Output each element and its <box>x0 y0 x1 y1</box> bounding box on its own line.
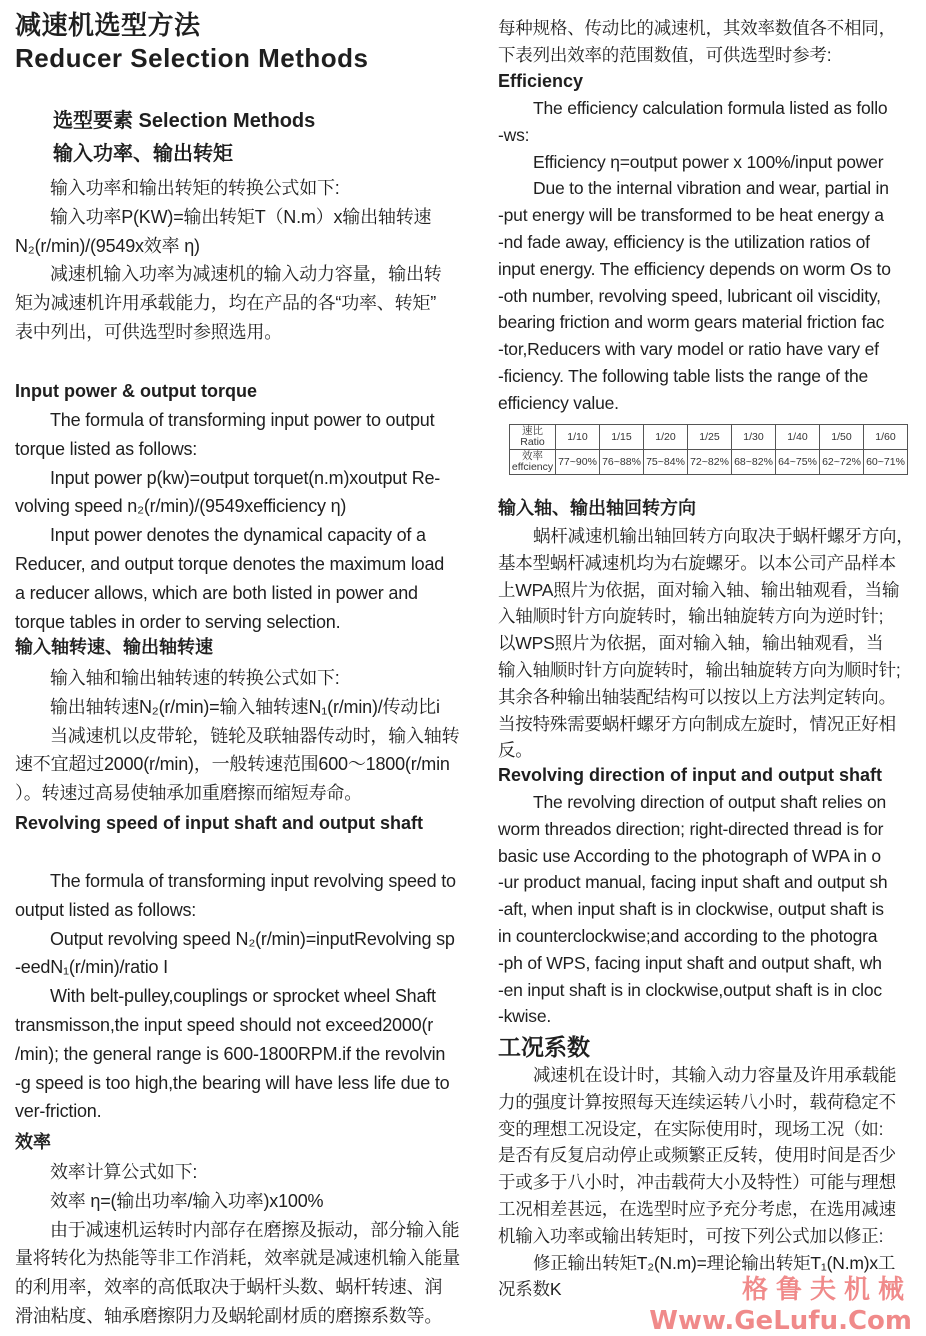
page-title: 减速机选型方法 <box>15 10 201 40</box>
text-block <box>15 867 470 1126</box>
row-header-efficiency <box>510 450 556 475</box>
section-heading: Efficiency <box>498 71 584 91</box>
watermark-text: 格鲁夫机械 <box>741 1275 912 1305</box>
text-line: 上WPA照片为依据，面对输入轴、输出轴观看，当输 <box>498 579 900 600</box>
watermark-url: Www.GeLufu.Com <box>649 1306 912 1336</box>
text-line: 下表列出效率的范围数值，可供选型时参考: <box>498 44 832 65</box>
text-line: 输入轴和输出轴转速的转换公式如下: <box>50 668 340 688</box>
table-cell: 72~82% <box>688 450 732 475</box>
text-line: a reducer allows, which are both listed in power and <box>15 582 418 603</box>
text-line: 基本型蜗杆减速机均为右旋螺牙。以本公司产品样本 <box>498 552 896 573</box>
text-line: 输入轴顺时针方向旋转时，输出轴旋转方向为顺时针; <box>498 659 901 680</box>
text-line: -ur product manual, facing input shaft and output sh <box>498 872 888 893</box>
text-line: With belt-pulley,couplings or sprocket wheel Shaft <box>50 986 436 1007</box>
text-block <box>15 1158 470 1331</box>
text-line: 每种规格、传动比的减速机，其效率数值各不相同， <box>498 18 896 38</box>
text-line: The revolving direction of output shaft relies on <box>533 792 887 812</box>
row-header-zh: 效率 <box>522 450 543 462</box>
row-header-zh: 速比 <box>522 425 543 437</box>
text-line: 输入功率P(KW)=输出转矩T（N.m）x输出轴转速 <box>50 206 432 227</box>
text-line: -ficiency. The following table lists the range of the <box>498 365 869 386</box>
text-line: 修正输出转矩T₂(N.m)=理论输出转矩T₁(N.m)x工 <box>533 1252 896 1273</box>
section-heading: 输入功率、输出转矩 <box>53 143 233 165</box>
text-block <box>498 789 918 1030</box>
text-line: Reducer, and output torque denotes the maximum load <box>15 553 445 574</box>
text-line: -ws: <box>498 124 530 145</box>
text-line: 当减速机以皮带轮，链轮及联轴器传动时，输入轴转 <box>50 725 460 746</box>
text-line: worm threados direction; right-directed thread is for <box>498 818 884 839</box>
page-title: Reducer Selection Methods <box>15 43 369 73</box>
table-cell: 68~82% <box>732 450 776 475</box>
text-line: -eedN₁(r/min)/ratio I <box>15 957 168 978</box>
text-line: -tor,Reducers with vary model or ratio have vary ef <box>498 339 879 360</box>
text-line: /min); the general range is 600-1800RPM.if the revolvin <box>15 1043 446 1064</box>
text-block <box>498 15 918 69</box>
text-line: in counterclockwise;and according to the photogra <box>498 925 878 946</box>
text-line: Efficiency η=output power x 100%/input power <box>533 151 884 172</box>
text-line: 当按特殊需要蜗杆螺牙方向制成左旋时，情况正好相 <box>498 713 896 734</box>
text-line: 入轴顺时针方向旋转时，输出轴旋转方向为逆时针; <box>498 606 884 627</box>
text-line: Due to the internal vibration and wear, partial in <box>533 178 889 199</box>
text-block <box>498 95 918 417</box>
text-line: 的利用率，效率的高低取决于蜗杆头数、蜗杆转速、润 <box>15 1277 443 1298</box>
text-line: -ph of WPS, facing input shaft and output shaft, wh <box>498 952 882 973</box>
text-line: 滑油粘度、轴承磨擦阴力及蜗轮副材质的磨擦系数等。 <box>15 1305 443 1326</box>
section-heading: 工况系数 <box>498 1034 590 1060</box>
text-line: 减速机在设计时，其输入动力容量及许用承载能 <box>533 1065 897 1085</box>
table-cell: 75~84% <box>644 450 688 475</box>
text-line: 矩为减速机许用承载能力，均在产品的各“功率、转矩” <box>15 293 436 314</box>
text-line: Input power p(kw)=output torquet(n.m)xoutput Re- <box>50 467 441 488</box>
section-heading: Revolving direction of input and output shaft <box>498 765 882 785</box>
text-line: transmisson,the input speed should not exceed2000(r <box>15 1014 434 1035</box>
text-line: ver-friction. <box>15 1101 102 1122</box>
row-header-en: Ratio <box>520 436 545 448</box>
text-block <box>15 664 470 808</box>
text-line: The formula of transforming input power to output <box>50 410 435 430</box>
table-cell: 64~75% <box>776 450 820 475</box>
table-cell: 1/50 <box>820 425 864 450</box>
text-line: 输入功率和输出转矩的转换公式如下: <box>50 178 340 198</box>
text-line: volving speed n₂(r/min)/(9549xefficiency η) <box>15 496 347 517</box>
text-line: bearing friction and worm gears material friction fac <box>498 312 885 333</box>
table-row-ratio <box>510 425 908 450</box>
text-line: 蜗杆减速机输出轴回转方向取决于蜗杆螺牙方向， <box>533 526 914 546</box>
table-cell: 1/25 <box>688 425 732 450</box>
section-heading: Input power & output torque <box>15 381 257 401</box>
table-cell: 62~72% <box>820 450 864 475</box>
text-line: 由于减速机运转时内部存在磨擦及振动，部分输入能 <box>50 1219 460 1240</box>
text-line: output listed as follows: <box>15 899 197 920</box>
text-line: -put energy will be transformed to be heat energy a <box>498 205 884 226</box>
text-line: 是否有反复启动停止或频繁正反转，使用时间是否少 <box>498 1145 896 1166</box>
text-line: basic use According to the photograph of WPA in o <box>498 845 881 866</box>
text-line: Input power denotes the dynamical capacity of a <box>50 525 426 546</box>
text-line: -oth number, revolving speed, lubricant oil viscidity, <box>498 285 881 306</box>
text-line: 效率 η=(输出功率/输入功率)x100% <box>50 1190 324 1211</box>
table-cell: 1/40 <box>776 425 820 450</box>
section-heading: 选型要素 Selection Methods <box>53 110 316 132</box>
table-row-efficiency <box>510 450 908 475</box>
table-cell: 60~71% <box>864 450 908 475</box>
section-heading: 输入轴转速、输出轴转速 <box>15 637 213 657</box>
table-cell: 1/20 <box>644 425 688 450</box>
text-line: -en input shaft is in clockwise,output shaft is in cloc <box>498 979 882 1000</box>
row-header-ratio <box>510 425 556 450</box>
section-heading: 效率 <box>15 1132 51 1152</box>
table-cell: 1/10 <box>556 425 600 450</box>
text-line: 于或多于八小时，冲击载荷大小及特性）可能与理想 <box>498 1172 896 1193</box>
text-line: efficiency value. <box>498 392 619 413</box>
text-line: The efficiency calculation formula listed as follo <box>533 98 888 118</box>
text-line: -kwise. <box>498 1006 552 1027</box>
text-block <box>15 406 470 636</box>
efficiency-table <box>509 424 908 475</box>
text-line: torque listed as follows: <box>15 438 198 459</box>
text-line: 工况相差甚远，在选型时应予充分考虑，在选用减速 <box>498 1198 896 1219</box>
text-line: input energy. The efficiency depends on worm Os to <box>498 258 891 279</box>
table-cell: 77~90% <box>556 450 600 475</box>
text-line: 变的理想工况设定，在实际使用时，现场工况（如: <box>498 1118 884 1139</box>
text-line: 况系数K <box>498 1279 562 1300</box>
text-block <box>498 1062 918 1303</box>
text-line: 量将转化为热能等非工作消耗，效率就是减速机输入能量 <box>15 1248 460 1269</box>
table-cell: 1/60 <box>864 425 908 450</box>
text-line: 以WPS照片为依据，面对输入轴，输出轴观看，当 <box>498 633 884 654</box>
text-line: 其余各种输出轴装配结构可以按以上方法判定转向。 <box>498 686 896 707</box>
text-line: 反。 <box>498 740 533 761</box>
section-heading: Revolving speed of input shaft and output shaft <box>15 813 423 833</box>
text-line: 减速机输入功率为减速机的输入动力容量，输出转 <box>50 264 442 285</box>
text-line: -g speed is too high,the bearing will have less life due to <box>15 1072 450 1093</box>
table-cell: 76~88% <box>600 450 644 475</box>
text-line: -nd fade away, efficiency is the utilization ratios of <box>498 231 870 252</box>
table-cell: 1/30 <box>732 425 776 450</box>
text-line: 速不宜超过2000(r/min)，一般转速范围600～1800(r/min <box>15 754 450 775</box>
text-block <box>498 523 918 764</box>
text-line: The formula of transforming input revolving speed to <box>50 871 456 891</box>
row-header-en: effciency <box>511 461 554 473</box>
section-heading: 输入轴、输出轴回转方向 <box>498 498 696 518</box>
text-line: 机输入功率或输出转矩时，可按下列公式加以修正: <box>498 1225 884 1246</box>
text-line: 表中列出，可供选型时参照选用。 <box>15 321 282 342</box>
text-line: 力的强度计算按照每天连续运转八小时，载荷稳定不 <box>498 1091 896 1112</box>
table-cell: 1/15 <box>600 425 644 450</box>
text-line: -aft, when input shaft is in clockwise, output shaft is <box>498 899 884 920</box>
text-line: 输出轴转速N₂(r/min)=输入轴转速N₁(r/min)/传动比i <box>50 696 440 717</box>
text-line: N₂(r/min)/(9549x效率 η) <box>15 235 200 256</box>
text-line: Output revolving speed N₂(r/min)=inputRevolving sp <box>50 928 455 949</box>
text-line: 效率计算公式如下: <box>50 1162 198 1182</box>
text-line: torque tables in order to serving selection. <box>15 611 341 632</box>
text-block <box>15 174 470 347</box>
text-line: ）。转速过高易使轴承加重磨擦而缩短寿命。 <box>15 783 362 804</box>
